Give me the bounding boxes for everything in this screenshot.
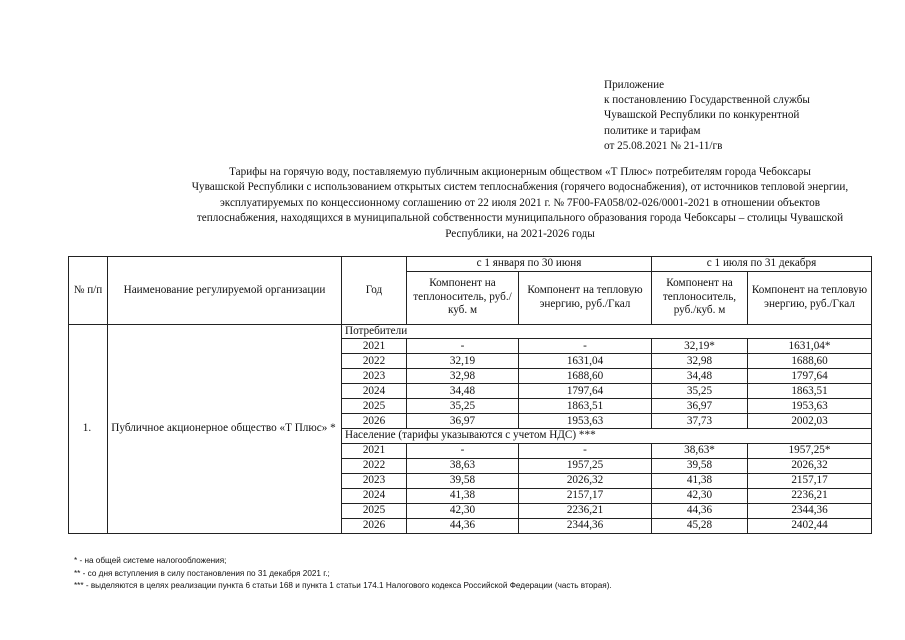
- footnote: ** - со дня вступления в силу постановления по 31 декабря 2021 г.;: [74, 568, 330, 578]
- value-cell: 34,48: [407, 384, 519, 399]
- header-p1-carrier: Компонент на теплоноситель, руб./куб. м: [407, 271, 519, 324]
- appendix-line: Чувашской Республики по конкурентной: [604, 109, 800, 122]
- value-cell: 32,19*: [652, 339, 748, 354]
- year-cell: 2023: [342, 473, 407, 488]
- value-cell: 1863,51: [748, 384, 872, 399]
- title-line: Чувашской Республики с использованием открытых систем теплоснабжения (горячего водоснабжения), от источников тепловой энергии,: [191, 181, 849, 194]
- title-line: Тарифы на горячую воду, поставляемую публичным акционерным обществом «Т Плюс» потребителям города Чебоксары: [229, 166, 811, 178]
- value-cell: 37,73: [652, 414, 748, 429]
- value-cell: 38,63*: [652, 443, 748, 458]
- value-cell: -: [407, 443, 519, 458]
- value-cell: 41,38: [652, 473, 748, 488]
- header-period-1: с 1 января по 30 июня: [407, 257, 652, 272]
- year-cell: 2023: [342, 369, 407, 384]
- value-cell: 2026,32: [748, 458, 872, 473]
- value-cell: 35,25: [652, 384, 748, 399]
- value-cell: 41,38: [407, 488, 519, 503]
- header-p2-carrier: Компонент на теплоноситель, руб./куб. м: [652, 271, 748, 324]
- value-cell: 39,58: [407, 473, 519, 488]
- header-period-2: с 1 июля по 31 декабря: [652, 257, 872, 272]
- tariff-table: [68, 256, 872, 534]
- header-organization: Наименование регулируемой организации: [108, 257, 342, 325]
- value-cell: 2157,17: [748, 473, 872, 488]
- header-row-periods: [69, 257, 872, 272]
- value-cell: -: [519, 443, 652, 458]
- value-cell: 34,48: [652, 369, 748, 384]
- value-cell: 2236,21: [748, 488, 872, 503]
- appendix-line: к постановлению Государственной службы: [604, 94, 810, 107]
- appendix-block: [604, 78, 874, 154]
- value-cell: -: [407, 339, 519, 354]
- value-cell: 2002,03: [748, 414, 872, 429]
- value-cell: 32,98: [652, 354, 748, 369]
- organization-cell: Публичное акционерное общество «Т Плюс» *: [108, 324, 342, 533]
- value-cell: 35,25: [407, 399, 519, 414]
- value-cell: 1953,63: [748, 399, 872, 414]
- appendix-line: Приложение: [604, 79, 665, 91]
- year-cell: 2024: [342, 488, 407, 503]
- header-p2-energy: Компонент на тепловую энергию, руб./Гкал: [748, 271, 872, 324]
- value-cell: 44,36: [652, 503, 748, 518]
- year-cell: 2025: [342, 503, 407, 518]
- year-cell: 2026: [342, 414, 407, 429]
- document-title: [150, 165, 890, 242]
- value-cell: 2344,36: [748, 503, 872, 518]
- value-cell: 1957,25: [519, 458, 652, 473]
- value-cell: 39,58: [652, 458, 748, 473]
- appendix-line: политике и тарифам: [604, 124, 701, 137]
- value-cell: 32,98: [407, 369, 519, 384]
- value-cell: 2236,21: [519, 503, 652, 518]
- value-cell: 36,97: [652, 399, 748, 414]
- value-cell: 42,30: [407, 503, 519, 518]
- appendix-line: от 25.08.2021 № 21-11/гв: [604, 139, 723, 152]
- value-cell: 1797,64: [748, 369, 872, 384]
- header-p1-energy: Компонент на тепловую энергию, руб./Гкал: [519, 271, 652, 324]
- header-num: № п/п: [69, 257, 108, 325]
- value-cell: 36,97: [407, 414, 519, 429]
- footnote: *** - выделяются в целях реализации пункта 6 статьи 168 и пункта 1 статьи 174.1 Налогового кодекса Российской Федерации (часть вторая).: [74, 581, 612, 591]
- value-cell: 1797,64: [519, 384, 652, 399]
- group-label: Население (тарифы указываются с учетом НДС) ***: [342, 429, 872, 444]
- value-cell: 2344,36: [519, 518, 652, 533]
- footnote: * - на общей системе налогообложения;: [74, 556, 227, 565]
- value-cell: 38,63: [407, 458, 519, 473]
- value-cell: 1957,25*: [748, 443, 872, 458]
- title-line: теплоснабжения, находящихся в муниципальной собственности муниципального образования города Чебоксары – столицы Чувашской: [196, 212, 844, 225]
- year-cell: 2021: [342, 443, 407, 458]
- group-label: Потребители: [342, 324, 872, 339]
- title-line: эксплуатируемых по концессионному соглашению от 22 июля 2021 г. № 7F00-FA058/02-026/0001-2021 в отношении объектов: [220, 196, 820, 209]
- value-cell: 45,28: [652, 518, 748, 533]
- group-row-consumers: [69, 324, 872, 339]
- year-cell: 2021: [342, 339, 407, 354]
- year-cell: 2022: [342, 354, 407, 369]
- value-cell: 1688,60: [519, 369, 652, 384]
- header-year: Год: [342, 257, 407, 325]
- value-cell: -: [519, 339, 652, 354]
- value-cell: 1631,04: [519, 354, 652, 369]
- value-cell: 32,19: [407, 354, 519, 369]
- value-cell: 1863,51: [519, 399, 652, 414]
- value-cell: 2157,17: [519, 488, 652, 503]
- year-cell: 2026: [342, 518, 407, 533]
- title-line: Республики, на 2021-2026 годы: [445, 227, 595, 240]
- year-cell: 2025: [342, 399, 407, 414]
- value-cell: 1688,60: [748, 354, 872, 369]
- year-cell: 2024: [342, 384, 407, 399]
- value-cell: 1631,04*: [748, 339, 872, 354]
- year-cell: 2022: [342, 458, 407, 473]
- row-number-cell: 1.: [69, 324, 108, 533]
- value-cell: 42,30: [652, 488, 748, 503]
- value-cell: 1953,63: [519, 414, 652, 429]
- value-cell: 44,36: [407, 518, 519, 533]
- value-cell: 2402,44: [748, 518, 872, 533]
- footnotes: [74, 555, 894, 593]
- value-cell: 2026,32: [519, 473, 652, 488]
